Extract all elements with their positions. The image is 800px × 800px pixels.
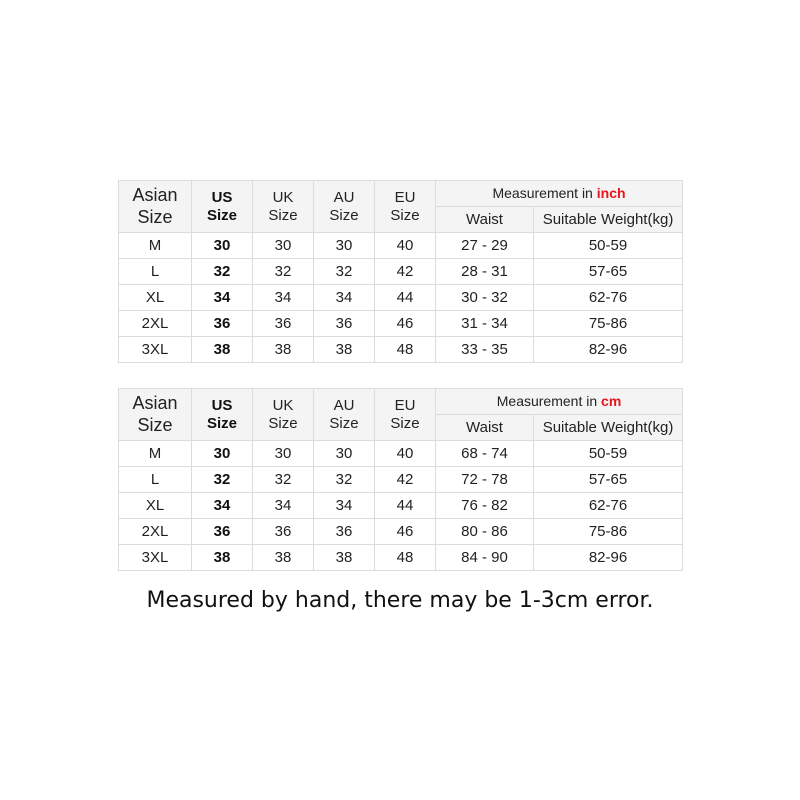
table-cell: 32 bbox=[253, 259, 314, 285]
table-cell: 34 bbox=[253, 493, 314, 519]
table-cell: 40 bbox=[375, 233, 436, 259]
table-cell: 3XL bbox=[119, 337, 192, 363]
unit-label: cm bbox=[601, 393, 622, 410]
header-text: Size bbox=[268, 414, 298, 432]
table-cell: 28 - 31 bbox=[436, 259, 534, 285]
header-text: Size bbox=[390, 414, 420, 432]
header-eu-size bbox=[375, 389, 436, 441]
table-cell: XL bbox=[119, 285, 192, 311]
size-table-inch bbox=[118, 180, 683, 363]
header-text: Size bbox=[268, 206, 298, 224]
table-cell: 42 bbox=[375, 467, 436, 493]
header-text: Size bbox=[206, 206, 237, 224]
header-waist: Waist bbox=[436, 207, 534, 233]
table-cell: 68 - 74 bbox=[436, 441, 534, 467]
table-row bbox=[119, 337, 683, 363]
table-cell: 38 bbox=[192, 545, 253, 571]
header-au-size bbox=[314, 181, 375, 233]
table-cell: M bbox=[119, 441, 192, 467]
table-cell: 44 bbox=[375, 285, 436, 311]
table-cell: 32 bbox=[314, 467, 375, 493]
header-asian-size bbox=[119, 389, 192, 441]
table-cell: 46 bbox=[375, 311, 436, 337]
header-text: US bbox=[211, 188, 233, 206]
table-row bbox=[119, 259, 683, 285]
table-cell: 38 bbox=[253, 337, 314, 363]
table-cell: 36 bbox=[253, 311, 314, 337]
table-cell: 33 - 35 bbox=[436, 337, 534, 363]
table-cell: 36 bbox=[192, 311, 253, 337]
header-weight: Suitable Weight(kg) bbox=[534, 207, 683, 233]
table-cell: 62-76 bbox=[534, 285, 683, 311]
unit-label: inch bbox=[596, 185, 626, 202]
table-cell: 32 bbox=[314, 259, 375, 285]
header-text: EU bbox=[394, 188, 416, 206]
header-waist: Waist bbox=[436, 415, 534, 441]
header-uk-size bbox=[253, 181, 314, 233]
table-cell: 48 bbox=[375, 337, 436, 363]
table-cell: 80 - 86 bbox=[436, 519, 534, 545]
table-cell: 30 bbox=[253, 233, 314, 259]
table-cell: 57-65 bbox=[534, 467, 683, 493]
table-cell: 34 bbox=[192, 285, 253, 311]
header-asian-size bbox=[119, 181, 192, 233]
table-cell: 38 bbox=[314, 545, 375, 571]
header-text: Measurement in bbox=[492, 185, 597, 202]
table-cell: 42 bbox=[375, 259, 436, 285]
table-cell: 62-76 bbox=[534, 493, 683, 519]
table-cell: 75-86 bbox=[534, 311, 683, 337]
header-au-size bbox=[314, 389, 375, 441]
table-cell: 3XL bbox=[119, 545, 192, 571]
header-text: Size bbox=[329, 414, 359, 432]
header-text: EU bbox=[394, 396, 416, 414]
table-cell: 34 bbox=[314, 493, 375, 519]
table-cell: 34 bbox=[314, 285, 375, 311]
table-cell: 34 bbox=[192, 493, 253, 519]
table-cell: 32 bbox=[192, 467, 253, 493]
table-cell: 44 bbox=[375, 493, 436, 519]
size-table-cm bbox=[118, 388, 683, 571]
table-cell: 30 bbox=[192, 233, 253, 259]
table-cell: M bbox=[119, 233, 192, 259]
table-cell: 38 bbox=[314, 337, 375, 363]
header-text: UK bbox=[272, 188, 294, 206]
table-cell: 82-96 bbox=[534, 337, 683, 363]
table-cell: 48 bbox=[375, 545, 436, 571]
table-row bbox=[119, 441, 683, 467]
table-cell: 75-86 bbox=[534, 519, 683, 545]
table-cell: 32 bbox=[192, 259, 253, 285]
header-weight: Suitable Weight(kg) bbox=[534, 415, 683, 441]
header-us-size bbox=[192, 181, 253, 233]
table-cell: 30 bbox=[253, 441, 314, 467]
table-cell: 30 bbox=[192, 441, 253, 467]
table-cell: 36 bbox=[314, 519, 375, 545]
header-uk-size bbox=[253, 389, 314, 441]
measurement-header bbox=[436, 181, 683, 207]
table-cell: 36 bbox=[314, 311, 375, 337]
table-row bbox=[119, 233, 683, 259]
table-cell: 72 - 78 bbox=[436, 467, 534, 493]
header-text: Size bbox=[206, 414, 237, 432]
table-row bbox=[119, 285, 683, 311]
table-cell: 36 bbox=[192, 519, 253, 545]
header-text: Size bbox=[329, 206, 359, 224]
table-cell: 50-59 bbox=[534, 233, 683, 259]
table-row bbox=[119, 467, 683, 493]
header-text: UK bbox=[272, 396, 294, 414]
header-text: Measurement in bbox=[496, 393, 602, 410]
measurement-header bbox=[436, 389, 683, 415]
table-cell: 30 bbox=[314, 233, 375, 259]
table-cell: 36 bbox=[253, 519, 314, 545]
table-cell: 38 bbox=[253, 545, 314, 571]
table-row bbox=[119, 545, 683, 571]
header-eu-size bbox=[375, 181, 436, 233]
table-cell: 31 - 34 bbox=[436, 311, 534, 337]
table-cell: 40 bbox=[375, 441, 436, 467]
table-cell: 76 - 82 bbox=[436, 493, 534, 519]
header-text: AU bbox=[333, 396, 355, 414]
table-cell: L bbox=[119, 467, 192, 493]
table-row bbox=[119, 519, 683, 545]
table-cell: 84 - 90 bbox=[436, 545, 534, 571]
table-row bbox=[119, 311, 683, 337]
measurement-note: Measured by hand, there may be 1-3cm error. bbox=[146, 588, 654, 613]
table-cell: 30 bbox=[314, 441, 375, 467]
header-text: Asian bbox=[132, 392, 178, 413]
table-cell: 50-59 bbox=[534, 441, 683, 467]
header-text: Size bbox=[137, 414, 173, 435]
header-text: Size bbox=[137, 206, 173, 227]
table-cell: 38 bbox=[192, 337, 253, 363]
table-cell: 57-65 bbox=[534, 259, 683, 285]
header-us-size bbox=[192, 389, 253, 441]
header-text: AU bbox=[333, 188, 355, 206]
table-cell: 2XL bbox=[119, 311, 192, 337]
header-text: Size bbox=[390, 206, 420, 224]
table-row bbox=[119, 493, 683, 519]
table-cell: 46 bbox=[375, 519, 436, 545]
table-cell: 30 - 32 bbox=[436, 285, 534, 311]
header-text: US bbox=[211, 396, 233, 414]
table-cell: 27 - 29 bbox=[436, 233, 534, 259]
table-cell: 32 bbox=[253, 467, 314, 493]
table-cell: 82-96 bbox=[534, 545, 683, 571]
table-cell: 34 bbox=[253, 285, 314, 311]
table-cell: XL bbox=[119, 493, 192, 519]
table-cell: L bbox=[119, 259, 192, 285]
header-text: Asian bbox=[132, 184, 178, 205]
table-cell: 2XL bbox=[119, 519, 192, 545]
